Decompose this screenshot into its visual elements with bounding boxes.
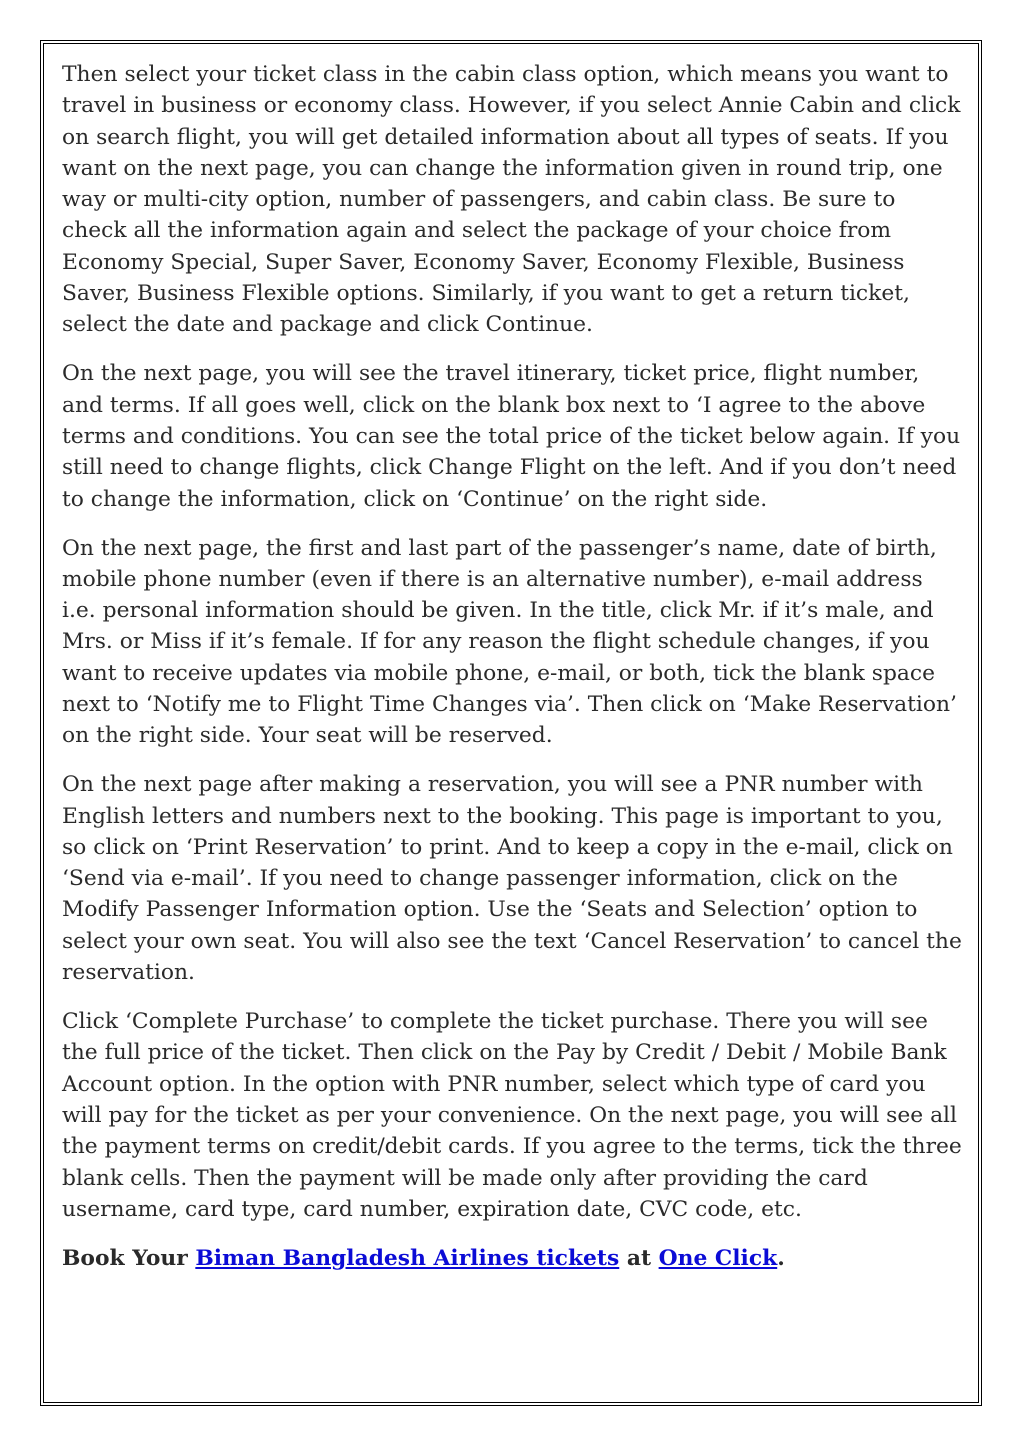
document-body xyxy=(62,59,962,1292)
cta-prefix: Book Your xyxy=(62,1245,196,1271)
cta-suffix: . xyxy=(777,1245,785,1271)
one-click-link[interactable]: One Click xyxy=(658,1245,778,1271)
paragraph-reservation: On the next page after making a reservation, you will see a PNR number with English letters and numbers next to the booking. This page is important to you, so click on ‘Print Reservation’ to print. And to keep a copy in the e-mail, click on ‘Send via e-mail’. If you need to change passenger information, click on the Modify Passenger Information option. Use the ‘Seats and Selection’ option to select your own seat. You will also see the text ‘Cancel Reservation’ to cancel the reservation. xyxy=(62,772,962,986)
biman-tickets-link[interactable]: Biman Bangladesh Airlines tickets xyxy=(195,1245,620,1271)
paragraph-passenger-info: On the next page, the first and last part of the passenger’s name, date of birth, mobile phone number (even if there is an alternative number), e-mail address i.e. personal information should be given. In the title, click Mr. if it’s male, and Mrs. or Miss if it’s female. If for any reason the flight schedule changes, if you want to receive updates via mobile phone, e-mail, or both, tick the blank space next to ‘Notify me to Flight Time Changes via’. Then click on ‘Make Reservation’ on the right side. Your seat will be reserved. xyxy=(62,535,957,749)
booking-call-to-action xyxy=(62,1243,962,1274)
paragraph-purchase: Click ‘Complete Purchase’ to complete the ticket purchase. There you will see the full price of the ticket. Then click on the Pay by Credit / Debit / Mobile Bank Account option. In the option with PNR number, select which type of card you will pay for the ticket as per your convenience. On the next page, you will see all the payment terms on credit/debit cards. If you agree to the terms, tick the three blank cells. Then the payment will be made only after providing the card username, card type, card number, expiration date, CVC code, etc. xyxy=(62,1009,962,1222)
paragraph-itinerary: On the next page, you will see the travel itinerary, ticket price, flight number, and terms. If all goes well, click on the blank box next to ‘I agree to the above terms and conditions. You can see the total price of the ticket below again. If you still need to change flights, click Change Flight on the left. And if you don’t need to change the information, click on ‘Continue’ on the right side. xyxy=(62,361,961,512)
paragraph-cabin-class: Then select your ticket class in the cabin class option, which means you want to travel in business or economy class. However, if you select Annie Cabin and click on search flight, you will get detailed information about all types of seats. If you want on the next page, you can change the information given in round trip, one way or multi-city option, number of passengers, and cabin class. Be sure to check all the information again and select the package of your choice from Economy Special, Super Saver, Economy Saver, Economy Flexible, Business Saver, Business Flexible options. Similarly, if you want to get a return ticket, select the date and package and click Continue. xyxy=(62,62,961,338)
cta-middle: at xyxy=(619,1245,659,1271)
